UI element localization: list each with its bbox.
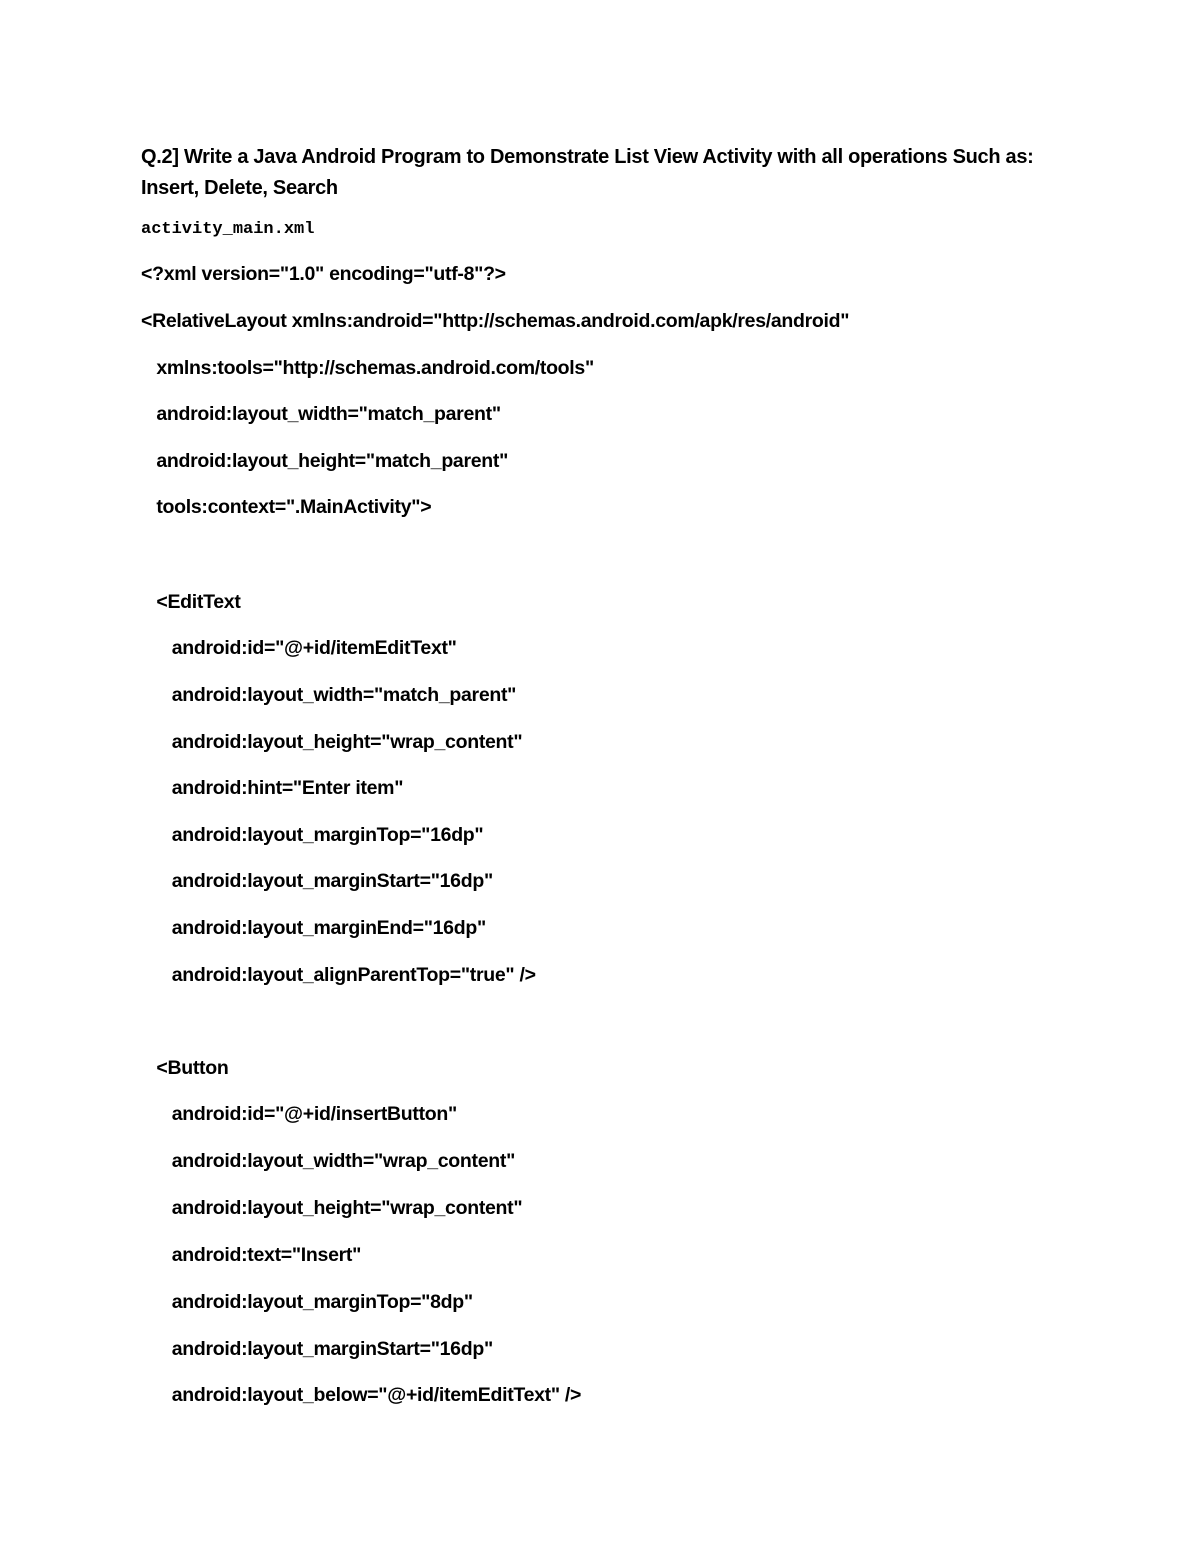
code-line-button-layout-below: android:layout_below="@+id/itemEditText" />	[141, 1384, 582, 1406]
code-line-edittext-width: android:layout_width="match_parent"	[141, 684, 517, 706]
code-line-edittext-hint: android:hint="Enter item"	[141, 777, 404, 799]
code-line-edittext-id: android:id="@+id/itemEditText"	[141, 637, 457, 659]
code-line-edittext-align-parent-top: android:layout_alignParentTop="true" />	[141, 964, 536, 986]
code-line-button-margin-start: android:layout_marginStart="16dp"	[141, 1338, 493, 1360]
code-line-button-text: android:text="Insert"	[141, 1244, 362, 1266]
code-line-edittext-margin-top: android:layout_marginTop="16dp"	[141, 824, 484, 846]
code-line-xmlns-tools: xmlns:tools="http://schemas.android.com/tools"	[141, 357, 594, 379]
code-line-xml-declaration: <?xml version="1.0" encoding="utf-8"?>	[141, 263, 506, 285]
code-line-layout-height: android:layout_height="match_parent"	[141, 450, 509, 472]
code-line-edittext-margin-start: android:layout_marginStart="16dp"	[141, 870, 493, 892]
code-line-button-height: android:layout_height="wrap_content"	[141, 1197, 523, 1219]
code-line-edittext-height: android:layout_height="wrap_content"	[141, 731, 523, 753]
question-heading: Q.2] Write a Java Android Program to Demonstrate List View Activity with all operations Such as: Insert, Delete, Search	[141, 146, 1034, 199]
code-line-button-id: android:id="@+id/insertButton"	[141, 1103, 457, 1125]
code-line-relativelayout-open: <RelativeLayout xmlns:android="http://schemas.android.com/apk/res/android"	[141, 310, 850, 332]
code-line-button-open: <Button	[141, 1057, 229, 1079]
code-line-edittext-margin-end: android:layout_marginEnd="16dp"	[141, 917, 486, 939]
code-line-tools-context: tools:context=".MainActivity">	[141, 496, 432, 518]
code-line-button-width: android:layout_width="wrap_content"	[141, 1150, 516, 1172]
code-line-layout-width: android:layout_width="match_parent"	[141, 403, 501, 425]
code-line-button-margin-top: android:layout_marginTop="8dp"	[141, 1291, 473, 1313]
filename-label: activity_main.xml	[141, 220, 315, 239]
code-line-edittext-open: <EditText	[141, 591, 241, 613]
